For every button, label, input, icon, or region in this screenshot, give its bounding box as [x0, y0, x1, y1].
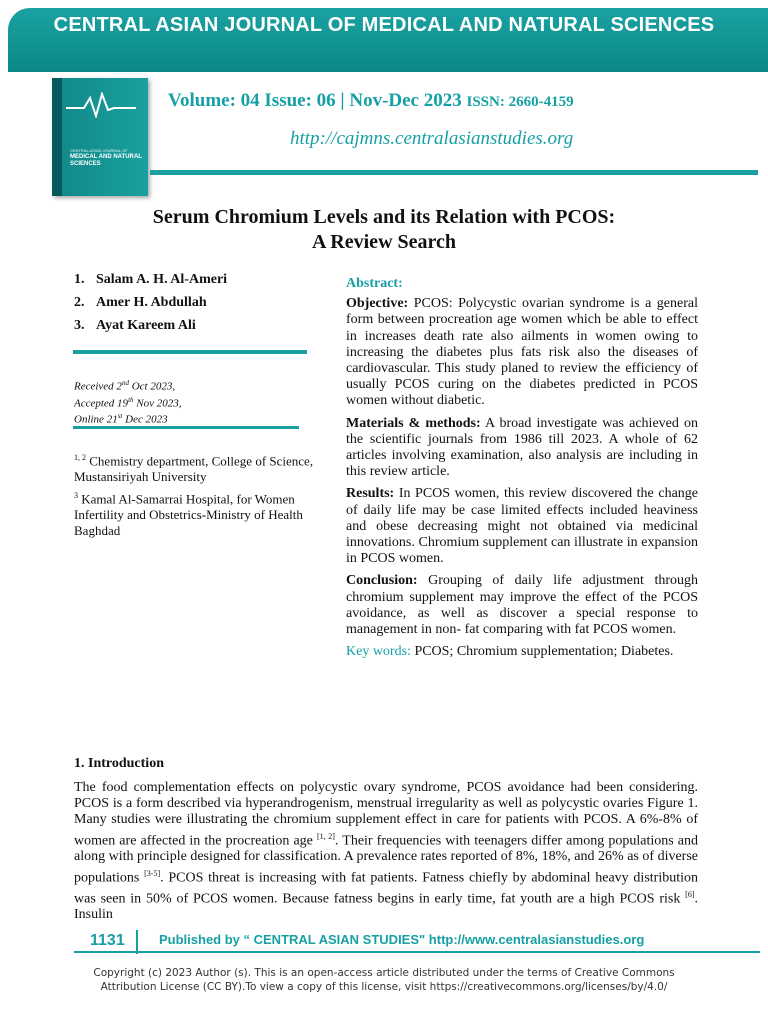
affiliation-1: $^{1, 2}$ Chemistry department, College of Science, Mustansiriyah University — [74, 453, 314, 485]
article-dates — [74, 377, 182, 427]
cover-caption — [70, 148, 144, 168]
volume-issue — [168, 90, 574, 112]
author-number: 1. — [74, 272, 85, 287]
online-date: Online 21st Dec 2023 — [74, 412, 168, 426]
authors-rule — [73, 350, 307, 354]
author-name: Salam A. H. Al-Ameri — [96, 272, 228, 287]
author-name: Ayat Kareem Ali — [96, 318, 196, 333]
author-list — [74, 272, 227, 341]
journal-name: CENTRAL ASIAN JOURNAL OF MEDICAL AND NATURAL SCIENCES — [53, 14, 715, 36]
copyright-line-1: Copyright (c) 2023 Author (s). This is an open-access article distributed under the terms of Creative Commons — [93, 967, 675, 979]
abstract-objective: Objective: PCOS: Polycystic ovarian syndrome is a general form between procreation age women which be able to effect in increases death rate also ailments in women owing to increasing the diabetes plus fats risk also the diseases of cardiovascular. This study planed to review the efficiency of usually PCOS curing on the diabetes predicted in PCOS women without diabetic. — [346, 296, 698, 409]
abstract-conclusion: Conclusion: Grouping of daily life adjustment through chromium supplement may improve the effect of the PCOS avoidance, as well as discover a special response to management in non- fat comparing with fat PCOS women. — [346, 573, 698, 638]
abstract — [346, 276, 698, 666]
cover-title: MEDICAL AND NATURAL SCIENCES — [70, 154, 142, 167]
issn: ISSN: 2660-4159 — [466, 94, 574, 110]
intro-paragraph: The food complementation effects on polycystic ovary syndrome, PCOS avoidance had been considering. PCOS is a form described via hyperandrogenism, menstrual irregularity as well as polycystic ovaries Figure 1. Many studies were illustrating the chromium supplement effect in care for patients with PCOS. A 6%-8% of women are affected in the procreation age [1, 2]. Their frequencies with teenagers differ among populations and along with principle designed for classification. A prevalence rates reported of 8%, 18%, and 26% as of diverse populations [3-5]. PCOS threat is increasing with fat patients. Fatness chiefly by abdominal heavy distribution was seen in 50% of PCOS women. Because fatness begins in early time, fat youth are a high PCOS risk [6]. Insulin — [74, 780, 699, 923]
copyright-line-2: Attribution License (CC BY).To view a copy of this license, visit https://creativecommons.org/licenses/by/4.0/ — [100, 981, 668, 993]
heartbeat-icon — [66, 92, 136, 118]
dates-rule — [73, 426, 299, 429]
author-number: 2. — [74, 295, 85, 310]
author-item — [74, 272, 227, 295]
author-name: Amer H. Abdullah — [96, 295, 207, 310]
journal-url[interactable]: http://cajmns.centralasianstudies.org — [290, 128, 574, 149]
cover-spine — [52, 78, 62, 196]
title-line-1: Serum Chromium Levels and its Relation with PCOS: — [152, 206, 616, 228]
author-item — [74, 295, 227, 318]
accepted-date: Accepted 19th Nov 2023, — [74, 395, 182, 410]
cover-small-text: CENTRAL ASIAN JOURNAL OF — [70, 148, 128, 153]
journal-cover — [52, 78, 148, 196]
affiliation-2: $^3$ Kamal Al-Samarrai Hospital, for Women Infertility and Obstetrics-Ministry of Health Baghdad — [74, 491, 303, 539]
author-number: 3. — [74, 318, 85, 333]
author-item — [74, 318, 227, 341]
received-date: Received 2nd Oct 2023, — [74, 379, 176, 393]
footer-rule — [74, 951, 760, 953]
header-rule — [150, 170, 758, 175]
intro-heading: 1. Introduction — [74, 756, 164, 771]
article-title — [0, 205, 768, 255]
abstract-heading: Abstract: — [346, 276, 403, 291]
copyright-notice — [0, 966, 768, 994]
abstract-results: Results: In PCOS women, this review discovered the change of daily life may be case limited effects included heaviness and obese decreasing might not obtained via medicinal innovations. Chromium supplement can illustrate in expansion in PCOS women. — [346, 486, 698, 567]
abstract-methods: Materials & methods: A broad investigate was achieved on the scientific journals from 1986 till 2023. A whole of 62 articles involving examination, also analysis are including in this review article. — [346, 415, 698, 480]
title-line-2: A Review Search — [311, 231, 457, 253]
volume-text: Volume: 04 Issue: 06 | Nov-Dec 2023 — [168, 90, 467, 111]
citation: [6] — [685, 889, 695, 899]
citation: [1, 2] — [316, 831, 335, 841]
page-number: 1131 — [90, 932, 125, 949]
abstract-keywords: Key words: PCOS; Chromium supplementation; Diabetes. — [346, 644, 674, 660]
publisher-line[interactable]: Published by “ CENTRAL ASIAN STUDIES" http://www.centralasianstudies.org — [159, 932, 645, 947]
citation: [3-5] — [144, 868, 161, 878]
